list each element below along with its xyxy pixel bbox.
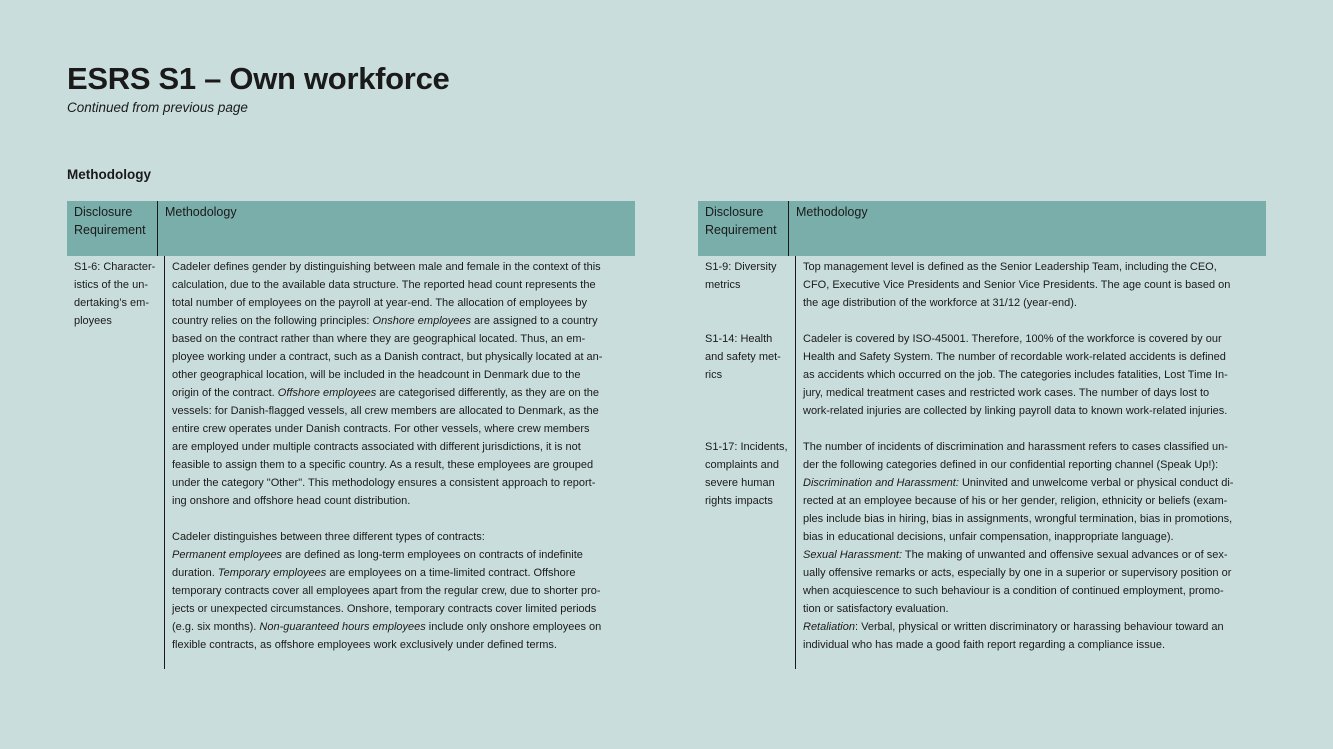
text-line: (e.g. six months). Non-guaranteed hours employees include only onshore employees on — [172, 621, 602, 633]
text-line: flexible contracts, as offshore employees work exclusively under defined terms. — [172, 639, 557, 651]
text-line: Permanent employees are defined as long-term employees on contracts of indefinite — [172, 549, 583, 561]
text-line: Retaliation: Verbal, physical or written discriminatory or harassing behaviour toward an — [803, 621, 1224, 633]
requirement-line: S1-9: Diversity — [705, 261, 777, 273]
header-col1-line1: Disclosure — [74, 205, 133, 219]
requirement-line: and safety met- — [705, 351, 781, 363]
text-line: ing onshore and offshore head count distribution. — [172, 495, 411, 507]
text-line: entire crew operates under Danish contracts. For other vessels, where crew members — [172, 423, 590, 435]
requirement-line: istics of the un- — [74, 279, 148, 291]
text-line: Top management level is defined as the Senior Leadership Team, including the CEO, — [803, 261, 1217, 273]
header-col1-line1: Disclosure — [705, 205, 764, 219]
methodology-column — [165, 256, 635, 651]
table-header — [698, 201, 1266, 256]
methodology-table-left — [67, 201, 635, 651]
text-line: other geographical location, will be included in the headcount in Denmark due to the — [172, 369, 581, 381]
requirement-line: S1-6: Character- — [74, 261, 156, 273]
text-line: based on the contract rather than where they are geographical located. Thus, an em- — [172, 333, 586, 345]
requirement-line: S1-17: Incidents, — [705, 441, 788, 453]
text-line: Cadeler distinguishes between three different types of contracts: — [172, 531, 485, 543]
requirement-label — [705, 258, 795, 312]
page-title: ESRS S1 – Own workforce — [67, 61, 450, 96]
section-heading: Methodology — [67, 167, 151, 182]
text-line: rected at an employee because of his or her gender, religion, ethnicity or beliefs (exam- — [803, 495, 1228, 507]
text-line: jury, medical treatment cases and restricted work cases. The number of days lost to — [803, 387, 1210, 399]
paragraph-gap — [172, 510, 627, 528]
text-line: origin of the contract. Offshore employees are categorised differently, as they are on the — [172, 387, 600, 399]
header-col1-line2: Requirement — [74, 223, 146, 237]
text-line: ployee working under a contract, such as a Danish contract, but physically located at an- — [172, 351, 603, 363]
text-line: are employed under multiple contracts associated with different jurisdictions, it is not — [172, 441, 581, 453]
text-line: individual who has made a good faith report regarding a compliance issue. — [803, 639, 1165, 651]
page-subtitle: Continued from previous page — [67, 100, 248, 115]
text-line: Discrimination and Harassment: Uninvited and unwelcome verbal or physical conduct di- — [803, 477, 1234, 489]
text-line: jects or unexpected circumstances. Onshore, temporary contracts cover limited periods — [172, 603, 597, 615]
text-line: ually offensive remarks or acts, especially by one in a superior or supervisory position or — [803, 567, 1232, 579]
text-line: country relies on the following principles: Onshore employees are assigned to a country — [172, 315, 598, 327]
methodology-text — [803, 438, 1258, 654]
text-line: under the category "Other". This methodology ensures a consistent approach to report- — [172, 477, 596, 489]
table-body — [698, 256, 1266, 669]
text-line: Cadeler is covered by ISO-45001. Therefore, 100% of the workforce is covered by our — [803, 333, 1222, 345]
requirement-line: metrics — [705, 279, 741, 291]
header-methodology: Methodology — [796, 205, 868, 219]
text-line: temporary contracts cover all employees apart from the regular crew, due to shorter pro- — [172, 585, 601, 597]
text-line: as accidents which occurred on the job. The categories includes fatalities, Lost Time In- — [803, 369, 1228, 381]
requirement-label — [705, 330, 795, 420]
row-gap — [705, 312, 795, 330]
header-disclosure-requirement — [698, 201, 789, 256]
text-line: vessels: for Danish-flagged vessels, all crew members are allocated to Denmark, as the — [172, 405, 599, 417]
methodology-table-right — [698, 201, 1266, 669]
methodology-column — [796, 256, 1266, 669]
methodology-text — [803, 258, 1258, 312]
text-line: CFO, Executive Vice Presidents and Senior Vice Presidents. The age count is based on — [803, 279, 1231, 291]
requirement-line: severe human — [705, 477, 775, 489]
header-col1-line2: Requirement — [705, 223, 777, 237]
text-line: feasible to assign them to a specific country. As a result, these employees are grouped — [172, 459, 594, 471]
text-line: Health and Safety System. The number of recordable work-related accidents is defined — [803, 351, 1226, 363]
header-methodology: Methodology — [165, 205, 237, 219]
text-line: work-related injuries are collected by linking payroll data to known work-related injuries. — [803, 405, 1228, 417]
requirement-line: rights impacts — [705, 495, 773, 507]
requirement-line: rics — [705, 369, 723, 381]
header-disclosure-requirement — [67, 201, 158, 256]
text-line: Sexual Harassment: The making of unwanted and offensive sexual advances or of sex- — [803, 549, 1228, 561]
requirement-line: complaints and — [705, 459, 779, 471]
text-line: total number of employees on the payroll at year-end. The allocation of employees by — [172, 297, 587, 309]
text-line: The number of incidents of discrimination and harassment refers to cases classified un- — [803, 441, 1228, 453]
text-line: der the following categories defined in our confidential reporting channel (Speak Up!): — [803, 459, 1219, 471]
text-line: Cadeler defines gender by distinguishing between male and female in the context of this — [172, 261, 601, 273]
text-line: bias in educational decisions, unfair compensation, inappropriate language). — [803, 531, 1174, 543]
requirement-label — [705, 438, 795, 654]
requirement-line: ployees — [74, 315, 112, 327]
text-line: ples include bias in hiring, bias in assignments, wrongful termination, bias in promotions, — [803, 513, 1233, 525]
table-body — [67, 256, 635, 651]
requirement-column — [67, 256, 165, 669]
row-gap — [803, 312, 1258, 330]
text-line: the age distribution of the workforce at 31/12 (year-end). — [803, 297, 1077, 309]
requirement-line: S1-14: Health — [705, 333, 773, 345]
text-line: tion or satisfactory evaluation. — [803, 603, 949, 615]
text-line: calculation, due to the available data structure. The reported head count represents the — [172, 279, 596, 291]
methodology-text — [803, 330, 1258, 420]
requirement-label — [74, 258, 164, 654]
table-header — [67, 201, 635, 256]
text-line: duration. Temporary employees are employees on a time-limited contract. Offshore — [172, 567, 576, 579]
methodology-text — [172, 258, 627, 654]
row-gap — [705, 420, 795, 438]
row-gap — [803, 420, 1258, 438]
text-line: when acquiescence to such behaviour is a condition of continued employment, promo- — [803, 585, 1224, 597]
requirement-column — [698, 256, 796, 669]
requirement-line: dertaking’s em- — [74, 297, 149, 309]
